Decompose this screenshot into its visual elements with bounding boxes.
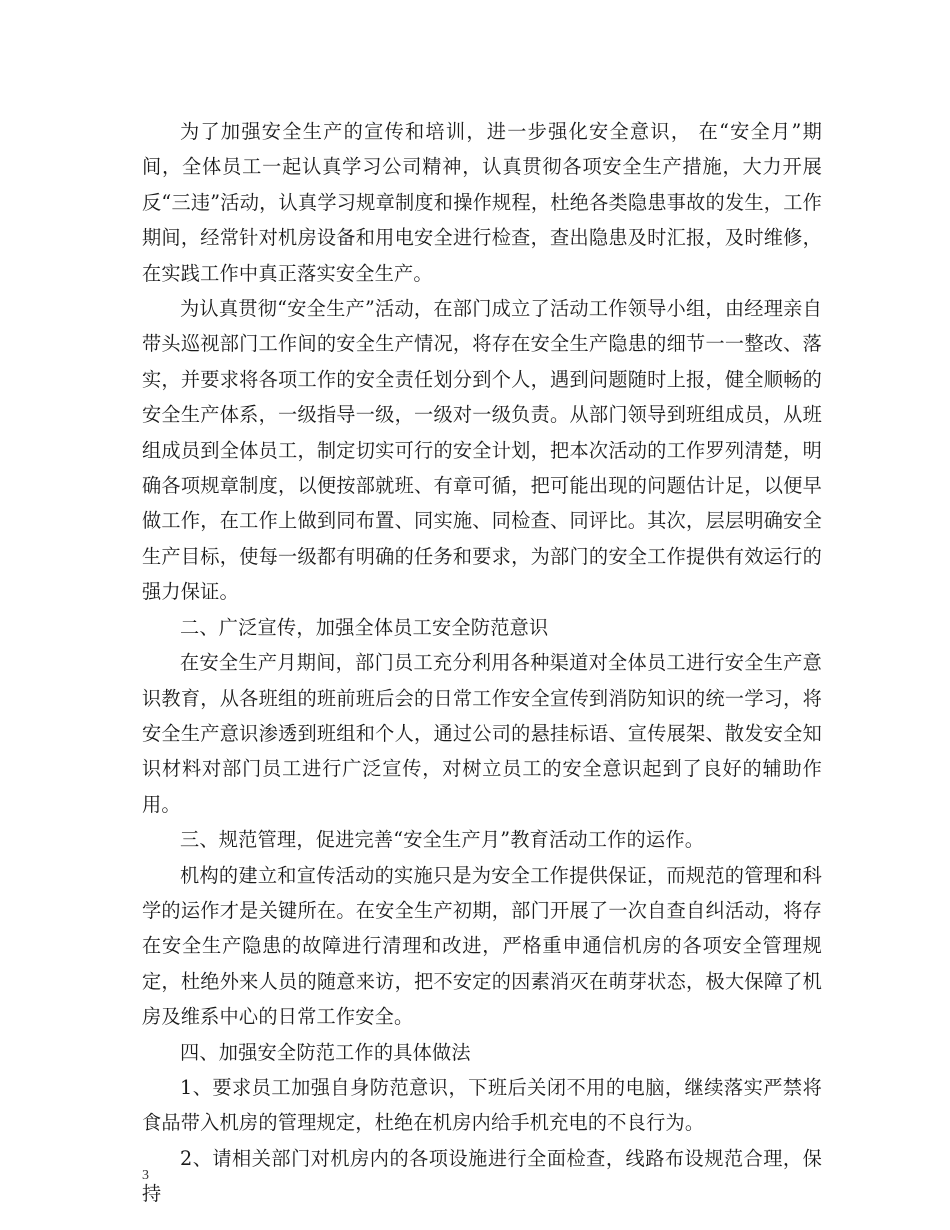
paragraph-management: 机构的建立和宣传活动的实施只是为安全工作提供保证，而规范的管理和科学的运作才是关键所在。在安全生产初期，部门开展了一次自查自纠活动，将存在安全生产隐患的故障进行清理和改进，严格重申通信机房的各项安全管理规定，杜绝外来人员的随意来访，把不安定的因素消灭在萌芽状态，极大保障了机房及维系中心的日常工作安全。	[142, 863, 822, 1029]
section-heading-measures: 四、加强安全防范工作的具体做法	[180, 1040, 471, 1064]
section-heading-management: 三、规范管理，促进完善“安全生产月”教育活动工作的运作。	[180, 828, 705, 852]
page-number: 3	[142, 1168, 149, 1183]
document-body	[142, 114, 822, 1212]
section-heading-publicity: 二、广泛宣传，加强全体员工安全防范意识	[180, 615, 549, 639]
paragraph-measure-2: 2、请相关部门对机房内的各项设施进行全面检查，线路布设规范合理，保持	[142, 1146, 822, 1206]
paragraph-publicity: 在安全生产月期间，部门员工充分利用各种渠道对全体员工进行安全生产意识教育，从各班组的班前班后会的日常工作安全宣传到消防知识的统一学习，将安全生产意识渗透到班组和个人，通过公司的悬挂标语、宣传展架、散发安全知识材料对部门员工进行广泛宣传，对树立员工的安全意识起到了良好的辅助作用。	[142, 651, 822, 816]
paragraph-leadership-group: 为认真贯彻“安全生产”活动，在部门成立了活动工作领导小组，由经理亲自带头巡视部门工作间的安全生产情况，将存在安全生产隐患的细节一一整改、落实，并要求将各项工作的安全责任划分到个人，遇到问题随时上报，健全顺畅的安全生产体系，一级指导一级，一级对一级负责。从部门领导到班组成员，从班组成员到全体员工，制定切实可行的安全计划，把本次活动的工作罗列清楚，明确各项规章制度，以便按部就班、有章可循，把可能出现的问题估计足，以便早做工作，在工作上做到同布置、同实施、同检查、同评比。其次，层层明确安全生产目标，使每一级都有明确的任务和要求，为部门的安全工作提供有效运行的强力保证。	[142, 297, 822, 604]
paragraph-measure-1: 1、要求员工加强自身防范意识，下班后关闭不用的电脑，继续落实严禁将食品带入机房的管理规定，杜绝在机房内给手机充电的不良行为。	[142, 1075, 822, 1135]
paragraph-safety-training: 为了加强安全生产的宣传和培训，进一步强化安全意识， 在“安全月”期间，全体员工一起认真学习公司精神，认真贯彻各项安全生产措施，大力开展反“三违”活动，认真学习规章制度和操作规程，杜绝各类隐患事故的发生，工作期间，经常针对机房设备和用电安全进行检查，查出隐患及时汇报，及时维修，在实践工作中真正落实安全生产。	[142, 120, 822, 285]
